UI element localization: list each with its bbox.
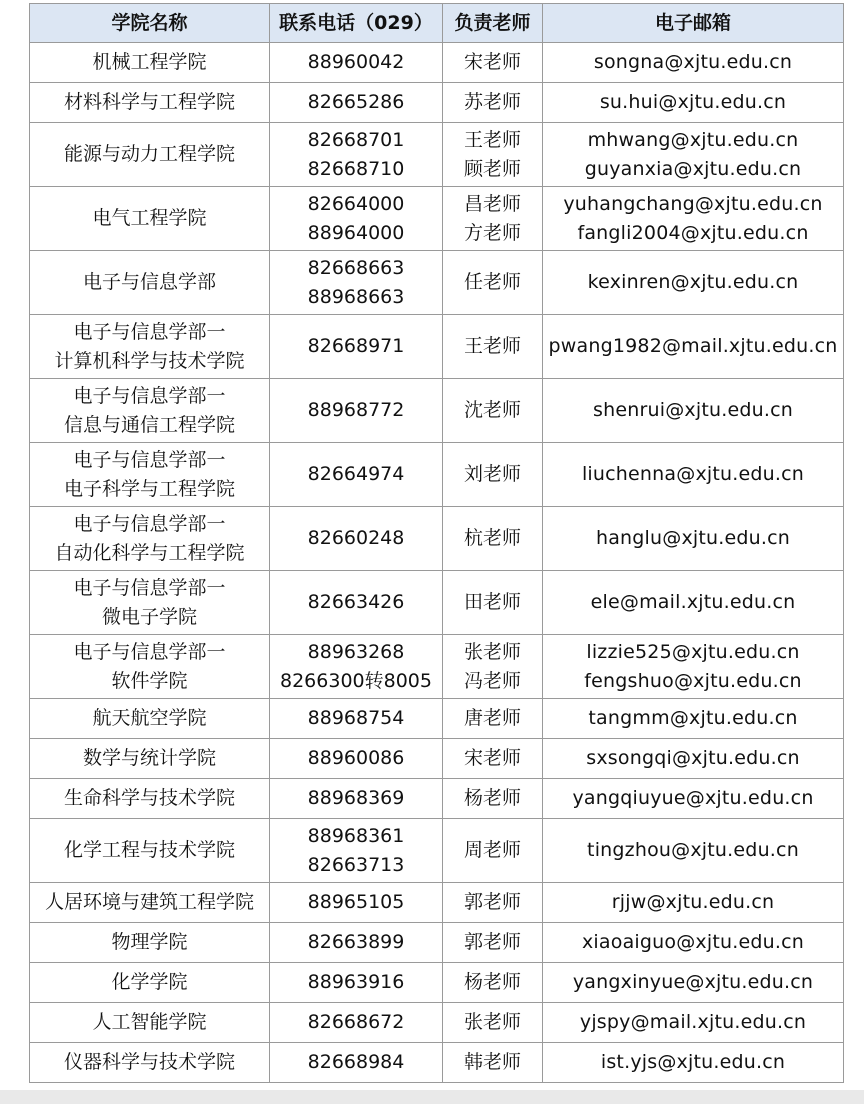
college-name-cell — [30, 123, 270, 187]
email-text: yuhangchang@xjtu.edu.cn — [563, 192, 823, 215]
table-row — [30, 507, 844, 571]
phone-text: 88960042 — [307, 51, 405, 73]
email-text: fengshuo@xjtu.edu.cn — [584, 669, 802, 692]
table-row — [30, 571, 844, 635]
phone-text: 82663713 — [307, 853, 405, 876]
email-cell — [543, 571, 844, 635]
email-text: su.hui@xjtu.edu.cn — [599, 91, 787, 113]
phone-cell — [270, 187, 443, 251]
college-name-cell — [30, 443, 270, 507]
phone-text: 88968772 — [307, 399, 405, 421]
college-name-text: 自动化科学与工程学院 — [54, 541, 245, 564]
phone-cell — [270, 83, 443, 123]
teacher-cell — [443, 1003, 543, 1043]
college-name-text: 电子科学与工程学院 — [63, 477, 235, 500]
college-name-text: 数学与统计学院 — [82, 747, 216, 769]
teacher-text: 刘老师 — [463, 463, 521, 485]
teacher-text: 方老师 — [463, 221, 521, 244]
college-name-text: 电子与信息学部 — [82, 271, 216, 293]
phone-cell — [270, 883, 443, 923]
email-text: ist.yjs@xjtu.edu.cn — [600, 1051, 786, 1073]
email-text: liuchenna@xjtu.edu.cn — [581, 463, 805, 485]
college-name-text: 电子与信息学部一 — [73, 384, 226, 407]
phone-text: 82664974 — [307, 463, 405, 485]
email-text: fangli2004@xjtu.edu.cn — [577, 221, 809, 244]
phone-cell — [270, 635, 443, 699]
table-row — [30, 379, 844, 443]
teacher-text: 郭老师 — [463, 931, 521, 953]
college-name-text: 电子与信息学部一 — [73, 640, 226, 663]
table-row — [30, 779, 844, 819]
email-cell — [543, 251, 844, 315]
column-header-phone: 联系电话（029） — [270, 4, 443, 43]
table-row — [30, 43, 844, 83]
teacher-text: 王老师 — [463, 335, 521, 357]
teacher-text: 王老师 — [463, 128, 521, 151]
email-text: mhwang@xjtu.edu.cn — [587, 128, 799, 151]
phone-text: 88965105 — [307, 891, 405, 913]
teacher-text: 宋老师 — [463, 51, 521, 73]
table-row — [30, 1043, 844, 1083]
phone-text: 8266300转8005 — [280, 669, 432, 692]
teacher-text: 张老师 — [463, 1011, 521, 1033]
teacher-cell — [443, 923, 543, 963]
phone-text: 82668971 — [307, 335, 405, 357]
email-cell — [543, 779, 844, 819]
phone-text: 82668710 — [307, 157, 405, 180]
email-cell — [543, 123, 844, 187]
college-name-cell — [30, 187, 270, 251]
email-text: yangxinyue@xjtu.edu.cn — [572, 971, 814, 993]
teacher-text: 昌老师 — [463, 192, 521, 215]
phone-text: 88963268 — [307, 640, 405, 663]
college-name-cell — [30, 83, 270, 123]
college-name-text: 计算机科学与技术学院 — [54, 349, 245, 372]
email-cell — [543, 963, 844, 1003]
teacher-text: 韩老师 — [463, 1051, 521, 1073]
email-text: yjspy@mail.xjtu.edu.cn — [579, 1011, 807, 1033]
phone-text: 88968361 — [307, 824, 405, 847]
phone-cell — [270, 123, 443, 187]
email-text: pwang1982@mail.xjtu.edu.cn — [548, 335, 838, 357]
teacher-text: 沈老师 — [463, 399, 521, 421]
email-cell — [543, 507, 844, 571]
email-text: tingzhou@xjtu.edu.cn — [587, 839, 799, 861]
phone-text: 88968663 — [307, 285, 405, 308]
college-name-cell — [30, 251, 270, 315]
teacher-text: 任老师 — [463, 271, 521, 293]
table-row — [30, 923, 844, 963]
email-cell — [543, 923, 844, 963]
college-name-text: 物理学院 — [111, 931, 188, 953]
teacher-text: 苏老师 — [463, 91, 521, 113]
phone-text: 82660248 — [307, 527, 405, 549]
phone-text: 82663426 — [307, 591, 405, 613]
table-header — [30, 4, 844, 43]
teacher-text: 周老师 — [463, 839, 521, 861]
teacher-cell — [443, 699, 543, 739]
table-row — [30, 187, 844, 251]
college-name-text: 信息与通信工程学院 — [63, 413, 235, 436]
phone-text: 88968369 — [307, 787, 405, 809]
column-header-teacher: 负责老师 — [443, 4, 543, 43]
teacher-text: 杨老师 — [463, 971, 521, 993]
email-cell — [543, 739, 844, 779]
teacher-text: 宋老师 — [463, 747, 521, 769]
teacher-text: 冯老师 — [463, 669, 521, 692]
college-name-cell — [30, 699, 270, 739]
email-cell — [543, 83, 844, 123]
college-name-cell — [30, 923, 270, 963]
college-name-cell — [30, 507, 270, 571]
email-text: yangqiuyue@xjtu.edu.cn — [572, 787, 814, 809]
email-cell — [543, 443, 844, 507]
table-row — [30, 819, 844, 883]
email-cell — [543, 1043, 844, 1083]
college-name-cell — [30, 883, 270, 923]
teacher-cell — [443, 963, 543, 1003]
table-body — [30, 43, 844, 1083]
teacher-cell — [443, 187, 543, 251]
phone-text: 82668663 — [307, 256, 405, 279]
college-name-text: 软件学院 — [111, 669, 188, 692]
college-name-text: 人居环境与建筑工程学院 — [44, 891, 254, 913]
table-row — [30, 123, 844, 187]
college-name-text: 人工智能学院 — [92, 1011, 207, 1033]
phone-cell — [270, 1003, 443, 1043]
phone-cell — [270, 315, 443, 379]
teacher-text: 杭老师 — [463, 527, 521, 549]
phone-text: 82668984 — [307, 1051, 405, 1073]
column-header-email: 电子邮箱 — [543, 4, 844, 43]
email-text: songna@xjtu.edu.cn — [593, 51, 793, 73]
table-row — [30, 739, 844, 779]
teacher-cell — [443, 883, 543, 923]
teacher-cell — [443, 635, 543, 699]
teacher-cell — [443, 443, 543, 507]
college-name-text: 机械工程学院 — [92, 51, 207, 73]
teacher-cell — [443, 507, 543, 571]
table-row — [30, 635, 844, 699]
teacher-cell — [443, 123, 543, 187]
college-name-cell — [30, 819, 270, 883]
college-name-cell — [30, 779, 270, 819]
table-row — [30, 883, 844, 923]
email-text: xiaoaiguo@xjtu.edu.cn — [581, 931, 804, 953]
phone-cell — [270, 963, 443, 1003]
email-cell — [543, 1003, 844, 1043]
email-cell — [543, 187, 844, 251]
email-cell — [543, 819, 844, 883]
college-name-cell — [30, 571, 270, 635]
phone-cell — [270, 779, 443, 819]
phone-text: 82663899 — [307, 931, 405, 953]
email-cell — [543, 379, 844, 443]
college-name-cell — [30, 1003, 270, 1043]
email-text: rjjw@xjtu.edu.cn — [611, 891, 775, 913]
college-name-text: 材料科学与工程学院 — [63, 91, 235, 113]
teacher-text: 郭老师 — [463, 891, 521, 913]
email-text: lizzie525@xjtu.edu.cn — [586, 640, 800, 663]
teacher-cell — [443, 379, 543, 443]
teacher-text: 杨老师 — [463, 787, 521, 809]
table-row — [30, 443, 844, 507]
header-row — [30, 4, 844, 43]
teacher-text: 田老师 — [463, 591, 521, 613]
email-cell — [543, 883, 844, 923]
college-name-text: 仪器科学与技术学院 — [63, 1051, 235, 1073]
teacher-text: 顾老师 — [463, 157, 521, 180]
phone-text: 88960086 — [307, 747, 405, 769]
college-name-text: 航天航空学院 — [92, 707, 207, 729]
table-row — [30, 83, 844, 123]
college-name-cell — [30, 635, 270, 699]
teacher-cell — [443, 83, 543, 123]
teacher-cell — [443, 819, 543, 883]
table-row — [30, 699, 844, 739]
phone-cell — [270, 923, 443, 963]
phone-cell — [270, 251, 443, 315]
college-name-cell — [30, 43, 270, 83]
phone-text: 88964000 — [307, 221, 405, 244]
email-text: hanglu@xjtu.edu.cn — [595, 527, 791, 549]
email-text: kexinren@xjtu.edu.cn — [587, 271, 799, 293]
teacher-cell — [443, 43, 543, 83]
email-text: sxsongqi@xjtu.edu.cn — [586, 747, 800, 769]
phone-cell — [270, 43, 443, 83]
table-row — [30, 251, 844, 315]
teacher-text: 张老师 — [463, 640, 521, 663]
teacher-cell — [443, 251, 543, 315]
college-name-text: 电气工程学院 — [92, 207, 207, 229]
college-name-text: 电子与信息学部一 — [73, 576, 226, 599]
teacher-cell — [443, 1043, 543, 1083]
phone-cell — [270, 1043, 443, 1083]
email-text: guyanxia@xjtu.edu.cn — [584, 157, 802, 180]
email-cell — [543, 43, 844, 83]
phone-text: 88963916 — [307, 971, 405, 993]
phone-cell — [270, 507, 443, 571]
teacher-cell — [443, 571, 543, 635]
college-name-cell — [30, 963, 270, 1003]
email-text: shenrui@xjtu.edu.cn — [593, 399, 793, 421]
college-name-cell — [30, 1043, 270, 1083]
email-text: ele@mail.xjtu.edu.cn — [590, 591, 796, 613]
college-name-text: 化学学院 — [111, 971, 188, 993]
email-cell — [543, 315, 844, 379]
teacher-text: 唐老师 — [463, 707, 521, 729]
phone-cell — [270, 379, 443, 443]
email-cell — [543, 635, 844, 699]
college-name-cell — [30, 379, 270, 443]
phone-text: 82665286 — [307, 91, 405, 113]
table-row — [30, 1003, 844, 1043]
phone-cell — [270, 571, 443, 635]
phone-text: 88968754 — [307, 707, 405, 729]
college-name-text: 电子与信息学部一 — [73, 320, 226, 343]
phone-text: 82664000 — [307, 192, 405, 215]
college-name-text: 能源与动力工程学院 — [63, 143, 235, 165]
teacher-cell — [443, 779, 543, 819]
table-row — [30, 315, 844, 379]
phone-cell — [270, 819, 443, 883]
college-name-text: 化学工程与技术学院 — [63, 839, 235, 861]
teacher-cell — [443, 739, 543, 779]
college-name-text: 微电子学院 — [101, 605, 197, 628]
college-name-cell — [30, 315, 270, 379]
contact-table — [29, 3, 844, 1083]
phone-cell — [270, 699, 443, 739]
phone-cell — [270, 443, 443, 507]
college-name-cell — [30, 739, 270, 779]
column-header-college: 学院名称 — [30, 4, 270, 43]
college-name-text: 电子与信息学部一 — [73, 512, 226, 535]
teacher-cell — [443, 315, 543, 379]
page-bottom-edge — [0, 1090, 864, 1104]
phone-text: 82668701 — [307, 128, 405, 151]
phone-cell — [270, 739, 443, 779]
college-name-text: 电子与信息学部一 — [73, 448, 226, 471]
college-name-text: 生命科学与技术学院 — [63, 787, 235, 809]
email-cell — [543, 699, 844, 739]
phone-text: 82668672 — [307, 1011, 405, 1033]
email-text: tangmm@xjtu.edu.cn — [588, 707, 798, 729]
table-row — [30, 963, 844, 1003]
